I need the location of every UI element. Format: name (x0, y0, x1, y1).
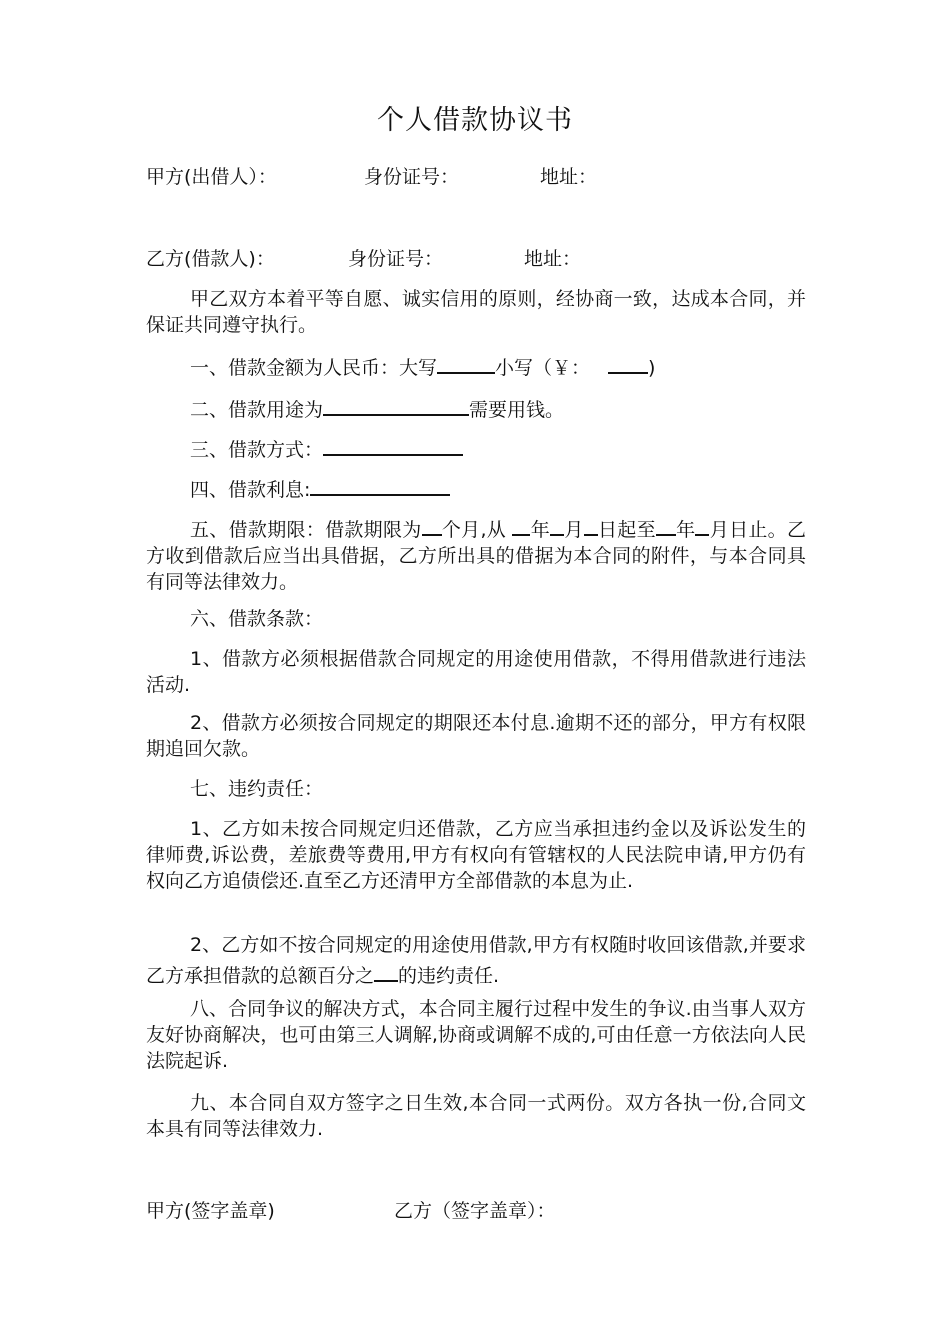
clause-5-text-g: 月日止。乙方收到借款后应当出具借据，乙方所出具的借据为本合同的附件，与本合同具有同等法律效力。 (146, 519, 806, 593)
party-a-label: 甲方(出借人）： (146, 166, 277, 188)
clause-8: 八、合同争议的解决方式，本合同主履行过程中发生的争议.由当事人双方友好协商解决，也可由第三人调解,协商或调解不成的,可由任意一方依法向人民法院起诉. (146, 998, 806, 1072)
party-b-address-label: 地址： (524, 248, 582, 270)
party-a-id-label: 身份证号： (364, 166, 460, 188)
amount-words-blank (437, 350, 495, 374)
clause-4-text: 四、借款利息: (190, 479, 311, 501)
clause-7-heading: 七、违约责任： (190, 778, 324, 800)
clause-1-text-c: ) (648, 357, 656, 379)
end-month-blank (695, 512, 709, 536)
clause-9: 九、本合同自双方签字之日生效,本合同一式两份。双方各执一份,合同文本具有同等法律效力. (146, 1092, 806, 1140)
clause-3-text: 三、借款方式： (190, 439, 324, 461)
party-b-label: 乙方(借款人)： (146, 248, 275, 270)
clause-3 (146, 432, 806, 463)
clause-2-text-b: 需要用钱。 (469, 399, 565, 421)
document-title: 个人借款协议书 (377, 105, 573, 136)
start-day-blank (584, 512, 598, 536)
clause-7-item-2-text-b: 的违约责任. (398, 965, 500, 987)
clause-5-text-f: 年 (675, 519, 696, 541)
clause-5-text-e: 日起至 (597, 519, 656, 541)
clause-2-text-a: 二、借款用途为 (190, 399, 324, 421)
clause-5 (146, 512, 806, 595)
clause-2 (146, 392, 806, 423)
clause-5-text-b: 个月,从 (441, 519, 513, 541)
start-year-blank (512, 512, 530, 536)
clause-1-text-a: 一、借款金额为人民币：大写 (190, 357, 438, 379)
clause-4 (146, 472, 806, 503)
party-a-signature-label: 甲方(签字盖章) (146, 1200, 275, 1222)
clause-5-text-a: 五、借款期限：借款期限为 (190, 519, 422, 541)
amount-figures-blank (608, 350, 648, 374)
clause-5-text-d: 月 (564, 519, 584, 541)
end-year-blank (656, 512, 676, 536)
party-a-address-label: 地址： (540, 166, 598, 188)
penalty-percent-blank (374, 958, 398, 982)
clause-6-item-1: 1、借款方必须根据借款合同规定的用途使用借款，不得用借款进行违法活动. (146, 648, 806, 696)
months-blank (422, 512, 442, 536)
clause-5-text-c: 年 (530, 519, 551, 541)
clause-7-item-2-text-a: 2、乙方如不按合同规定的用途使用借款,甲方有权随时收回该借款,并要求乙方承担借款的总额百分之 (146, 934, 806, 987)
clause-6-heading: 六、借款条款： (190, 608, 324, 630)
clause-1 (146, 350, 806, 381)
purpose-blank (323, 392, 469, 416)
clause-7-item-1: 1、乙方如未按合同规定归还借款，乙方应当承担违约金以及诉讼发生的律师费,诉讼费，差旅费等费用,甲方有权向有管辖权的人民法院申请,甲方仍有权向乙方追债偿还.直至乙方还清甲方全部借款的本息为止. (146, 818, 806, 892)
method-blank (323, 432, 463, 456)
start-month-blank (550, 512, 564, 536)
party-b-signature-label: 乙方（签字盖章）： (394, 1200, 556, 1222)
clause-7-item-2 (146, 932, 806, 989)
interest-blank (310, 472, 450, 496)
clause-6-item-2: 2、借款方必须按合同规定的期限还本付息.逾期不还的部分，甲方有权限期追回欠款。 (146, 712, 806, 760)
party-b-id-label: 身份证号： (348, 248, 444, 270)
intro-paragraph: 甲乙双方本着平等自愿、诚实信用的原则，经协商一致，达成本合同，并保证共同遵守执行。 (146, 288, 806, 336)
clause-1-text-b: 小写（￥： (495, 357, 591, 379)
